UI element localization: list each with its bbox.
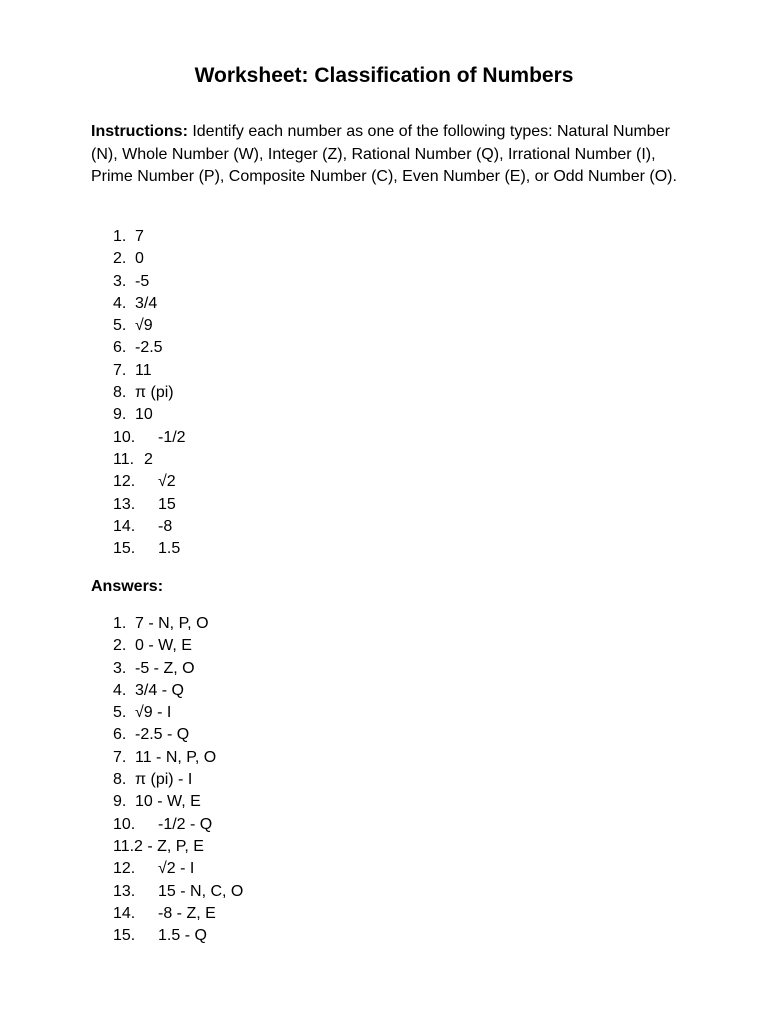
- item-number: 14.: [113, 517, 136, 535]
- item-number: 14.: [113, 904, 136, 922]
- list-item: [0, 858, 768, 880]
- list-item: [0, 635, 768, 657]
- item-number: 13.: [113, 882, 136, 900]
- item-value: -8 - Z, E: [158, 904, 216, 922]
- list-item: [0, 702, 768, 724]
- list-item: [0, 613, 768, 635]
- item-number: 8.: [113, 771, 127, 789]
- list-item: [0, 538, 768, 560]
- answer-list: [0, 613, 768, 947]
- item-value: -1/2: [158, 428, 186, 446]
- item-number: 12.: [113, 860, 136, 878]
- item-number: 6.: [113, 339, 127, 357]
- item-value: 10: [135, 406, 153, 424]
- list-item: [0, 658, 768, 680]
- list-item: [0, 337, 768, 359]
- list-item: [0, 516, 768, 538]
- list-item: [0, 881, 768, 903]
- instructions-label: Instructions:: [91, 123, 188, 140]
- list-item: [0, 724, 768, 746]
- item-value: 11: [135, 361, 152, 379]
- item-value: 1.5 - Q: [158, 927, 207, 945]
- item-number: 2.: [113, 250, 127, 268]
- item-number: 11.: [113, 837, 135, 855]
- item-number: 7.: [113, 748, 127, 766]
- item-number: 4.: [113, 681, 127, 699]
- list-item: [0, 248, 768, 270]
- item-number: 10.: [113, 815, 136, 833]
- item-number: 6.: [113, 726, 127, 744]
- item-number: 11.: [113, 450, 135, 468]
- item-value: 1.5: [158, 540, 181, 558]
- item-value: √9: [135, 317, 153, 335]
- item-value: 10 - W, E: [135, 793, 201, 811]
- item-value: -8: [158, 517, 173, 535]
- item-value: -2.5 - Q: [135, 726, 190, 744]
- instructions-paragraph: [91, 121, 681, 189]
- list-item: [0, 494, 768, 516]
- item-number: 13.: [113, 495, 136, 513]
- item-value: 2 - Z, P, E: [134, 837, 204, 855]
- list-item: [0, 382, 768, 404]
- item-value: 15: [158, 495, 176, 513]
- item-number: 3.: [113, 272, 127, 290]
- item-value: 11 - N, P, O: [135, 748, 217, 766]
- item-number: 5.: [113, 704, 127, 722]
- instructions-text: Identify each number as one of the following types: Natural Number (N), Whole Number (W), Integer (Z), Rational Number (Q), Irrational Number (I), Prime Number (P), Composite Number (C), Even Number (E), or Odd Number (O).: [91, 123, 677, 186]
- list-item: [0, 226, 768, 248]
- list-item: [0, 814, 768, 836]
- question-list: [0, 226, 768, 560]
- item-number: 7.: [113, 361, 127, 379]
- item-number: 4.: [113, 294, 127, 312]
- item-value: -5 - Z, O: [135, 659, 195, 677]
- item-value: 2: [144, 450, 153, 468]
- item-value: 0: [135, 250, 144, 268]
- item-value: √9 - I: [135, 704, 172, 722]
- list-item: [0, 836, 768, 858]
- item-value: 7: [135, 228, 144, 245]
- list-item: [0, 791, 768, 813]
- list-item: [0, 449, 768, 471]
- answers-heading: Answers:: [91, 578, 164, 595]
- page-title: Worksheet: Classification of Numbers: [194, 64, 574, 87]
- item-number: 3.: [113, 659, 127, 677]
- item-number: 9.: [113, 406, 127, 424]
- item-value: 3/4: [135, 294, 158, 312]
- list-item: [0, 471, 768, 493]
- item-value: π (pi) - I: [135, 771, 193, 789]
- item-number: 10.: [113, 428, 136, 446]
- item-number: 15.: [113, 540, 136, 558]
- item-value: -5: [135, 272, 150, 290]
- item-value: 15 - N, C, O: [158, 882, 244, 900]
- list-item: [0, 271, 768, 293]
- list-item: [0, 404, 768, 426]
- item-value: -1/2 - Q: [158, 815, 213, 833]
- item-number: 8.: [113, 384, 127, 402]
- item-value: 7 - N, P, O: [135, 615, 209, 632]
- list-item: [0, 293, 768, 315]
- item-number: 1.: [113, 228, 127, 245]
- list-item: [0, 903, 768, 925]
- item-value: -2.5: [135, 339, 163, 357]
- list-item: [0, 427, 768, 449]
- list-item: [0, 747, 768, 769]
- list-item: [0, 925, 768, 947]
- item-value: π (pi): [135, 384, 174, 402]
- list-item: [0, 680, 768, 702]
- list-item: [0, 315, 768, 337]
- item-value: 0 - W, E: [135, 637, 192, 655]
- item-value: √2 - I: [158, 860, 195, 878]
- list-item: [0, 360, 768, 382]
- item-value: √2: [158, 473, 176, 491]
- item-number: 1.: [113, 615, 127, 632]
- item-value: 3/4 - Q: [135, 681, 184, 699]
- item-number: 12.: [113, 473, 136, 491]
- item-number: 2.: [113, 637, 127, 655]
- item-number: 9.: [113, 793, 127, 811]
- list-item: [0, 769, 768, 791]
- item-number: 5.: [113, 317, 127, 335]
- item-number: 15.: [113, 927, 136, 945]
